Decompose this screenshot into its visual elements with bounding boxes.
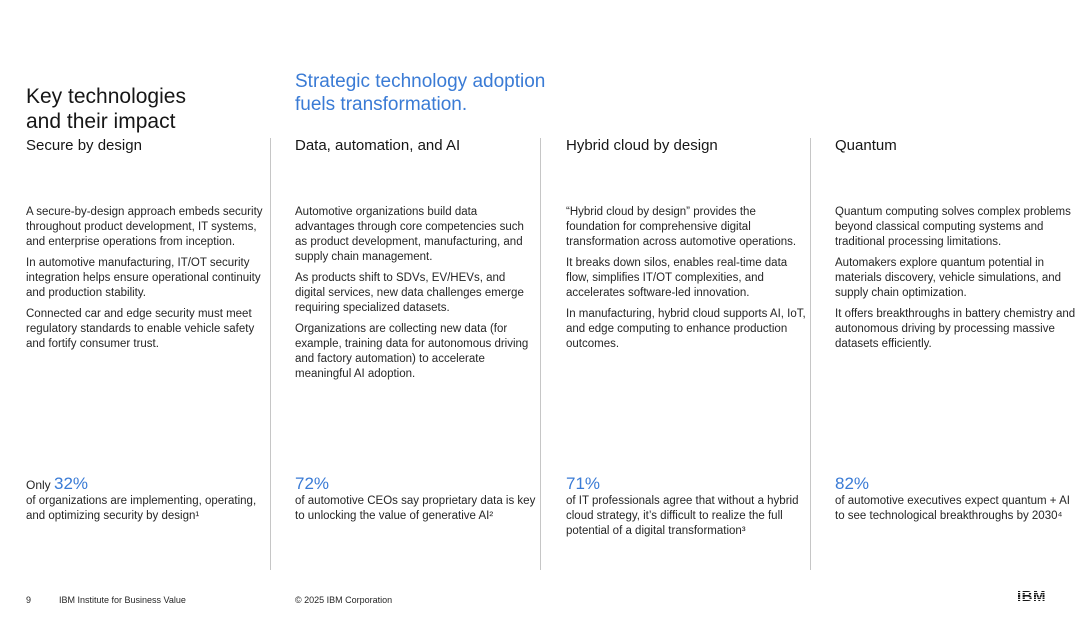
column-body [835, 205, 1077, 358]
stat-prefix: Only [26, 478, 55, 492]
stat-block [566, 475, 808, 539]
paragraph: It breaks down silos, enables real-time data flow, simplifies IT/OT complexities, and accelerates software-led innovation. [566, 257, 788, 299]
column-divider [810, 138, 811, 570]
column-heading: Data, automation, and AI [295, 137, 461, 154]
stat-value: 82% [835, 474, 870, 493]
paragraph: Quantum computing solves complex problems beyond classical computing systems and traditional processing limitations. [835, 206, 1071, 248]
ibm-logo: IBM [1017, 588, 1046, 605]
paragraph: As products shift to SDVs, EV/HEVs, and digital services, new data challenges emerge requiring specialized datasets. [295, 272, 524, 314]
page-subtitle: Strategic technology adoption fuels transformation. [295, 71, 546, 115]
column-heading: Hybrid cloud by design [566, 137, 718, 154]
stat-description: of automotive CEOs say proprietary data is key to unlocking the value of generative AI² [295, 495, 536, 522]
stat-block [835, 475, 1077, 524]
paragraph: In manufacturing, hybrid cloud supports AI, IoT, and edge computing to enhance production outcomes. [566, 308, 806, 350]
paragraph: “Hybrid cloud by design” provides the foundation for comprehensive digital transformation across automotive operations. [566, 206, 797, 248]
stat-description: of automotive executives expect quantum + AI to see technological breakthroughs by 2030⁴ [835, 495, 1070, 522]
stat-value: 72% [295, 474, 330, 493]
stat-line [26, 475, 268, 494]
column-secure-by-design [26, 136, 268, 572]
column-divider [270, 138, 271, 570]
paragraph: In automotive manufacturing, IT/OT security integration helps ensure operational continuity and production stability. [26, 257, 261, 299]
column-heading: Quantum [835, 137, 897, 154]
column-divider [540, 138, 541, 570]
stat-value: 71% [566, 474, 601, 493]
paragraph: It offers breakthroughs in battery chemistry and autonomous driving by processing massive datasets efficiently. [835, 308, 1076, 350]
stat-value: 32% [54, 474, 89, 493]
page-title: Key technologies and their impact [26, 85, 186, 134]
stat-description: of organizations are implementing, operating, and optimizing security by design¹ [26, 495, 257, 522]
paragraph: Connected car and edge security must meet regulatory standards to enable vehicle safety and fortify consumer trust. [26, 308, 255, 350]
stat-block [26, 475, 268, 524]
column-quantum [835, 136, 1077, 572]
footer-source: IBM Institute for Business Value [59, 595, 186, 605]
page-number: 9 [26, 595, 32, 605]
paragraph: Automotive organizations build data advantages through core competencies such as product development, manufacturing, and supply chain management. [295, 206, 524, 263]
paragraph: Organizations are collecting new data (for example, training data for autonomous driving and factory automation) to accelerate meaningful AI adoption. [295, 323, 529, 380]
column-body [26, 205, 268, 358]
stat-description: of IT professionals agree that without a hybrid cloud strategy, it’s difficult to realize the full potential of a digital transformation³ [566, 495, 799, 537]
column-body [566, 205, 808, 358]
column-data-automation-ai [295, 136, 537, 572]
stat-line [295, 475, 537, 494]
stat-block [295, 475, 537, 524]
stat-line [566, 475, 808, 494]
paragraph: A secure-by-design approach embeds security throughout product development, IT systems, and enterprise operations from inception. [26, 206, 263, 248]
paragraph: Automakers explore quantum potential in materials discovery, vehicle simulations, and supply chain optimization. [835, 257, 1062, 299]
column-heading: Secure by design [26, 137, 142, 154]
column-body [295, 205, 537, 388]
column-hybrid-cloud [566, 136, 808, 572]
stat-line [835, 475, 1077, 494]
footer-copyright: © 2025 IBM Corporation [295, 595, 393, 605]
